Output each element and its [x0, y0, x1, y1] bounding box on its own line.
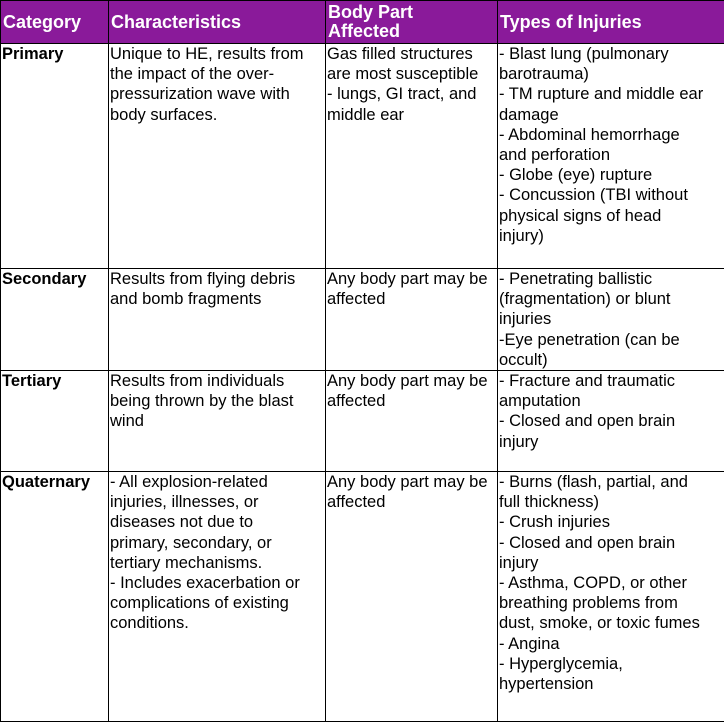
cell-line: conditions. [110, 613, 324, 633]
cell-line: middle ear [327, 105, 496, 125]
injuries-cell [498, 371, 724, 472]
cell-line: barotrauma) [499, 64, 723, 84]
cell-line: physical signs of head [499, 206, 723, 226]
header-body-part [326, 1, 498, 44]
cell-line: damage [499, 105, 723, 125]
cell-line: - Closed and open brain [499, 533, 723, 553]
header-row [1, 1, 724, 44]
cell-line: occult) [499, 350, 723, 370]
cell-line: dust, smoke, or toxic fumes [499, 613, 723, 633]
header-body-part-line2: Affected [328, 22, 495, 41]
category-cell: Secondary [1, 269, 109, 371]
cell-line: - Closed and open brain [499, 411, 723, 431]
category-cell: Tertiary [1, 371, 109, 472]
characteristics-cell [109, 371, 326, 472]
cell-line: - lungs, GI tract, and [327, 84, 496, 104]
header-category: Category [1, 1, 109, 44]
cell-line: - Blast lung (pulmonary [499, 44, 723, 64]
cell-line: and bomb fragments [110, 289, 324, 309]
cell-line: - Fracture and traumatic [499, 371, 723, 391]
cell-line: injuries, illnesses, or [110, 492, 324, 512]
table-row [1, 269, 724, 371]
cell-line: Unique to HE, results from [110, 44, 324, 64]
cell-line: complications of existing [110, 593, 324, 613]
cell-line: full thickness) [499, 492, 723, 512]
cell-line: (fragmentation) or blunt [499, 289, 723, 309]
cell-line: Results from flying debris [110, 269, 324, 289]
characteristics-cell [109, 269, 326, 371]
injuries-cell [498, 472, 724, 722]
cell-line: Any body part may be [327, 371, 496, 391]
cell-line: injury [499, 432, 723, 452]
cell-line: the impact of the over- [110, 64, 324, 84]
cell-line: - Concussion (TBI without [499, 185, 723, 205]
cell-line: Any body part may be [327, 269, 496, 289]
cell-line: body surfaces. [110, 105, 324, 125]
cell-line: are most susceptible [327, 64, 496, 84]
injuries-cell [498, 44, 724, 269]
cell-line: - All explosion-related [110, 472, 324, 492]
header-body-part-line1: Body Part [328, 3, 495, 22]
table-row [1, 371, 724, 472]
injuries-cell [498, 269, 724, 371]
header-characteristics: Characteristics [109, 1, 326, 44]
cell-line: diseases not due to [110, 512, 324, 532]
body-part-cell [326, 44, 498, 269]
cell-line: injuries [499, 309, 723, 329]
cell-line: - Angina [499, 634, 723, 654]
cell-line: breathing problems from [499, 593, 723, 613]
body-part-cell [326, 269, 498, 371]
cell-line: wind [110, 411, 324, 431]
cell-line: - Penetrating ballistic [499, 269, 723, 289]
category-cell: Primary [1, 44, 109, 269]
cell-line: Gas filled structures [327, 44, 496, 64]
cell-line: hypertension [499, 674, 723, 694]
table-row [1, 472, 724, 722]
cell-line: - Burns (flash, partial, and [499, 472, 723, 492]
cell-line: - Abdominal hemorrhage [499, 125, 723, 145]
body-part-cell [326, 371, 498, 472]
cell-line: - Asthma, COPD, or other [499, 573, 723, 593]
cell-line: pressurization wave with [110, 84, 324, 104]
header-injuries: Types of Injuries [498, 1, 724, 44]
cell-line: - Includes exacerbation or [110, 573, 324, 593]
cell-line: affected [327, 391, 496, 411]
cell-line: Any body part may be [327, 472, 496, 492]
cell-line: affected [327, 492, 496, 512]
cell-line: tertiary mechanisms. [110, 553, 324, 573]
cell-line: being thrown by the blast [110, 391, 324, 411]
cell-line: -Eye penetration (can be [499, 330, 723, 350]
cell-line: - Globe (eye) rupture [499, 165, 723, 185]
table-row [1, 44, 724, 269]
characteristics-cell [109, 472, 326, 722]
cell-line: Results from individuals [110, 371, 324, 391]
cell-line: and perforation [499, 145, 723, 165]
cell-line: injury [499, 553, 723, 573]
cell-line: - Crush injuries [499, 512, 723, 532]
cell-line: - TM rupture and middle ear [499, 84, 723, 104]
cell-line: amputation [499, 391, 723, 411]
category-cell: Quaternary [1, 472, 109, 722]
cell-line: - Hyperglycemia, [499, 654, 723, 674]
body-part-cell [326, 472, 498, 722]
cell-line: injury) [499, 226, 723, 246]
cell-line: primary, secondary, or [110, 533, 324, 553]
characteristics-cell [109, 44, 326, 269]
cell-line: affected [327, 289, 496, 309]
